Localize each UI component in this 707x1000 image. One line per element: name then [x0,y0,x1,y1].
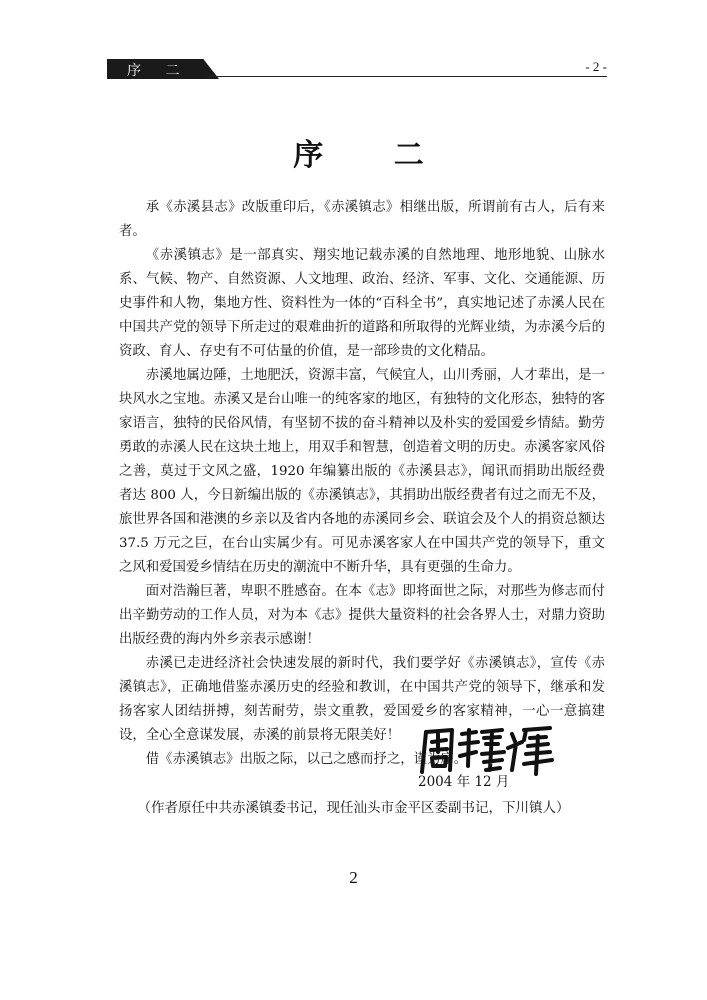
running-header [107,59,607,81]
page-title: 序 二 [293,138,454,173]
date-line: 2004 年 12 月 [418,774,510,790]
header-rule [207,76,607,77]
paragraph-4: 面对浩瀚巨著，卑职不胜感奋。在本《志》即将面世之际，对那些为修志而付出辛勤劳动的工作人员，对为本《志》提供大量资料的社会各界人士，对鼎力资助出版经费的海内外乡亲表示感谢！ [119,584,605,647]
header-section-label: 序 二 [127,63,190,79]
handwritten-signature [416,722,556,776]
paragraph-2: 《赤溪镇志》是一部真实、翔实地记载赤溪的自然地理、地形地貌、山脉水系、气候、物产、自然资源、人文地理、政治、经济、军事、文化、交通能源、历史事件和人物，集地方性、资料性为一体的“百科全书”，真实地记述了赤溪人民在中国共产党的领导下所走过的艰难曲折的道路和所取得的光辉业绩，为赤溪今后的资政、育人、存史有不可估量的价值，是一部珍贵的文化精品。 [119,248,605,359]
paragraph-6: 借《赤溪镇志》出版之际，以己之感而抒之，谨为序。 [145,752,468,767]
paragraph-3: 赤溪地属边陲，土地肥沃，资源丰富，气候宜人，山川秀丽，人才辈出，是一块风水之宝地。赤溪又是台山唯一的纯客家的地区，有独特的文化形态，独特的客家语言，独特的民俗风情，有坚韧不拔的奋斗精神以及朴实的爱国爱乡情結。勤劳勇敢的赤溪人民在这块土地上，用双手和智慧，创造着文明的历史。赤溪客家风俗之善，莫过于文风之盛，1920 年编纂出版的《赤溪县志》，闻讯而捐助出版经费者达 800 人，今日新编出版的《赤溪镇志》，其捐助出版经费者有过之而无不及，旅世界各国和港澳的乡亲以及省内各地的赤溪同乡会、联谊会及个人的捐资总额达 37.5 万元之巨，在台山实属少有。可见赤溪客家人在中国共产党的领导下，重文之风和爱国爱乡情结在历史的潮流中不断升华，具有更强的生命力。 [119,368,605,575]
page-number: 2 [349,868,358,887]
preface-body [119,196,605,772]
header-page-number: - 2 - [585,59,607,74]
author-note: （作者原任中共赤溪镇委书记，现任汕头市金平区委副书记，下川镇人） [137,800,570,816]
paragraph-5: 赤溪已走进经济社会快速发展的新时代，我们要学好《赤溪镇志》，宣传《赤溪镇志》，正确地借鉴赤溪历史的经验和教训，在中国共产党的领导下，继承和发扬客家人团结拼搏，刻苦耐劳，崇文重教，爱国爱乡的客家精神，一心一意搞建设，全心全意谋发展，赤溪的前景将无限美好！ [119,656,605,743]
paragraph-1: 承《赤溪县志》改版重印后，《赤溪镇志》相继出版，所谓前有古人，后有来者。 [119,200,605,239]
